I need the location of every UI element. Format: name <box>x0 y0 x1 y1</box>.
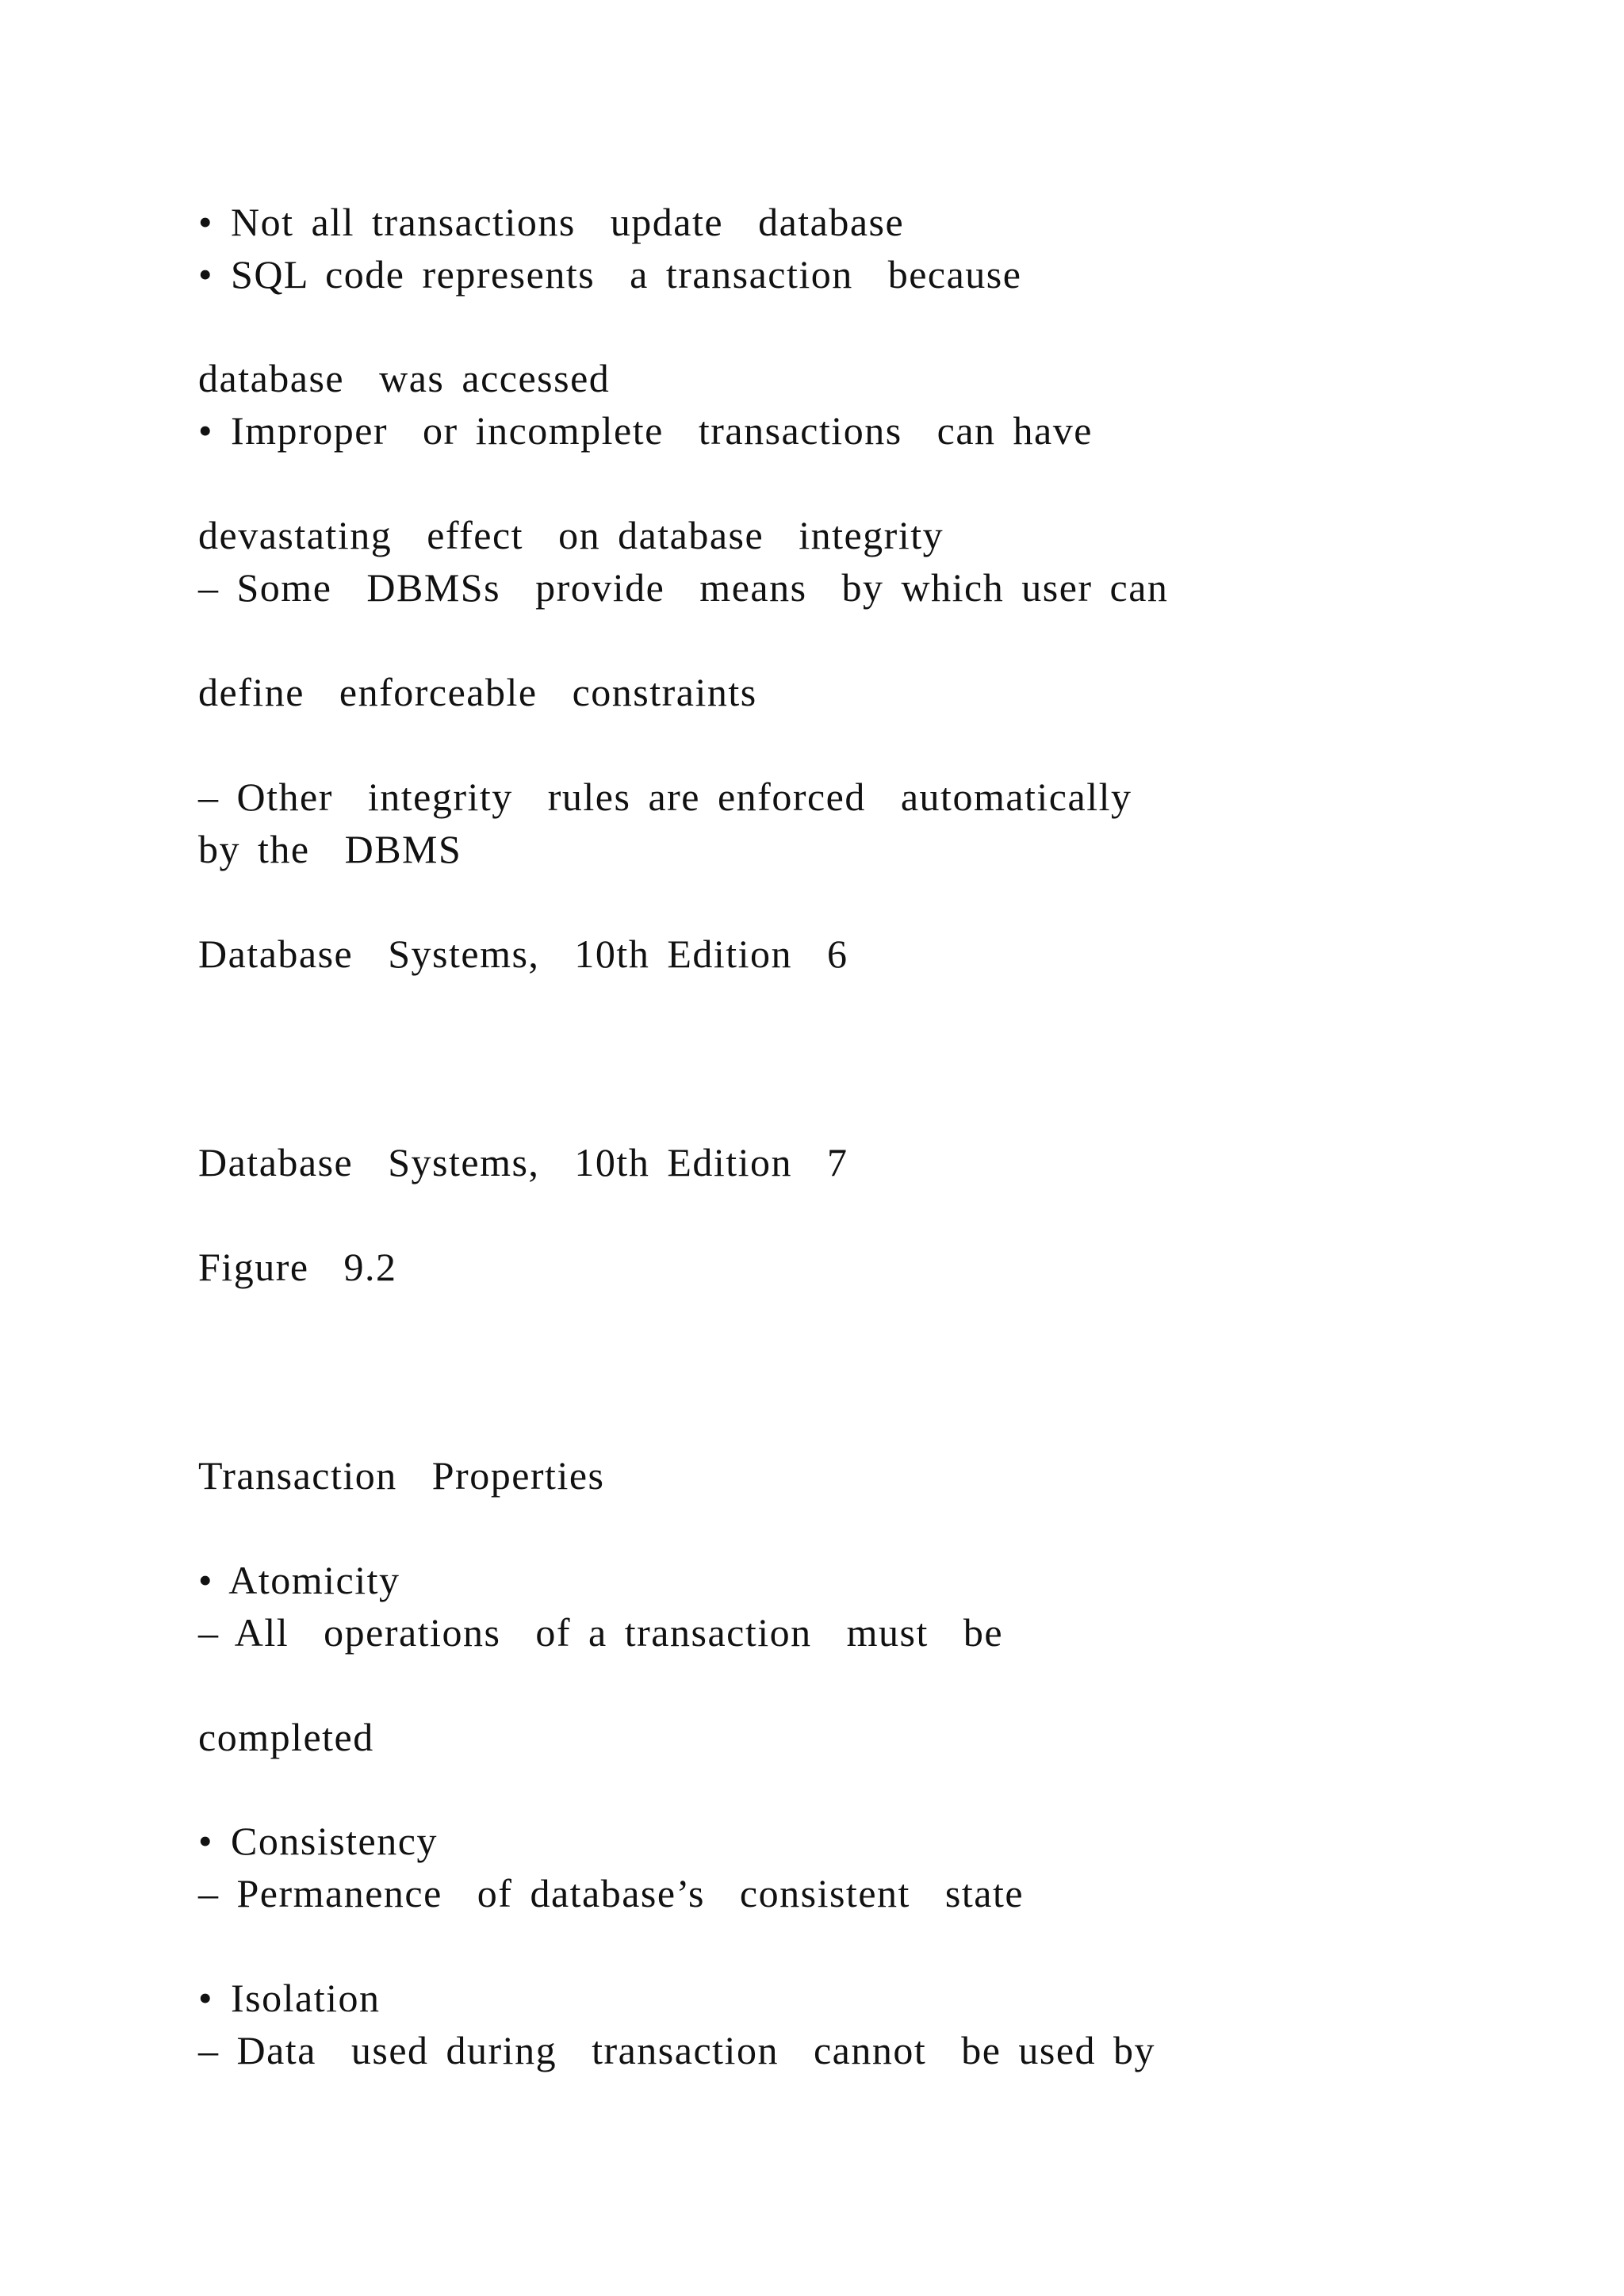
text-line: completed <box>198 1715 374 1759</box>
text-line: • Consistency <box>198 1819 438 1863</box>
text-line: by the DBMS <box>198 827 462 871</box>
text-line: • Atomicity <box>198 1558 400 1602</box>
text-line: • Isolation <box>198 1976 381 2020</box>
page-footer: Database Systems, 10th Edition 7 <box>198 1140 848 1184</box>
figure-caption: Figure 9.2 <box>198 1245 397 1289</box>
text-line: define enforceable constraints <box>198 670 757 714</box>
text-line: – Other integrity rules are enforced automatically <box>198 775 1132 819</box>
text-line: database was accessed <box>198 356 611 400</box>
text-line: – Data used during transaction cannot be used by <box>198 2028 1156 2072</box>
text-line: • Not all transactions update database <box>198 200 905 244</box>
text-line: • Improper or incomplete transactions can have <box>198 408 1093 453</box>
text-line: devastating effect on database integrity <box>198 513 944 557</box>
text-line: • SQL code represents a transaction because <box>198 252 1022 297</box>
page-footer: Database Systems, 10th Edition 6 <box>198 932 848 976</box>
section-heading: Transaction Properties <box>198 1453 605 1498</box>
text-line: – All operations of a transaction must be <box>198 1610 1004 1655</box>
text-line: – Some DBMSs provide means by which user can <box>198 565 1169 610</box>
text-line: – Permanence of database’s consistent state <box>198 1871 1025 1915</box>
